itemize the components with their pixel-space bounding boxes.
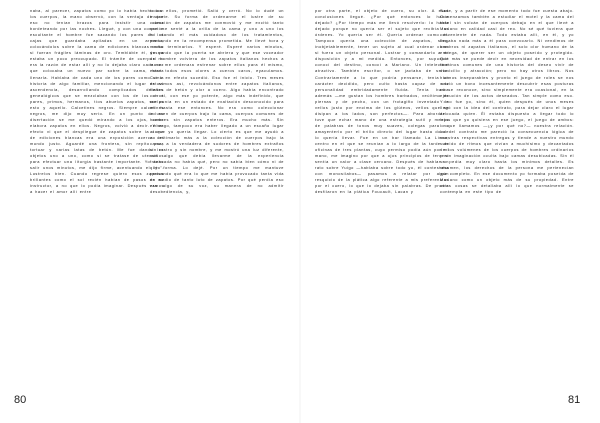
body-text: naba, al parecer, zapatos como yo lo había hecho con los cuerpos, la mano observó, con la ventaja de que eso no tenían brazos para insistir una cama bordeteando por las noches. Llegué, y con una conexión escultante el hombre fue sacando los pares de las cajas que guardaba apiladas en un armario, colocándolos sobre la cama de ediciones blancas como si fueran frágiles láminas de oro. Tembláble él, yo ya estaba un poco preocupado. El trámite de cuerpos no era la razón de estar allí y no lo dejaba claro cada vez que colocaba un nuevo par sobre la cama, hasta llenarla. Hablaba de cada uno de los pares como si la historia de algo familiar, mencionando el lugar de su ascendencia, desarrollando complicados detalles genealógicos que se mezclaban con los de los otros pares, primos, hermanos, tíos abuelos zapatos, suelas esto y aquello. Calcetines negros. Siempre calcetines negros, me dijo muy serio. En un punto de su disertación se me quedó mirando a los ojos, como elabora zapatos en ellos. Negros, volvió a decir. Y en efecto vi que el despliegue de zapatos sobre la cama de ediciones blancas era una exposición acerca del mundo justo. Aguardé una frontera, sin repito para tortuar y varias latas de betún. Me fue dando los objetos uno a uno, como si se tratase de utensilios para efectuar una liturgia bastante importante. Yo debo salir unos minutos, me dijo firme, acentuando el "yo". Lustrelos bien. Cuando regrese quiero esos zapatos brillantes como el sol recién habían de pasos de su instructor, a no que lo podía imaginar. Después vamos a hacer el amor allí entre <box>30 8 164 195</box>
page-number-right: 81 <box>568 394 581 406</box>
body-text: todos ellos, prometió. Salió y cerró. No lo dudé un instante. Su forma de ordenarme el lustre de su colección de zapatos me conmovió y me excitó tanto que me senté a la orilla de la cama y uno a uno los fui dando el más cuidadoso de los tratamientos, pensando en la recompensa prometida. Me llevé hora y media terminarlos. Y esperé. Esperé varios minutos, deseando que la puerta se abriera y que ese voceador del hombre volviera de los zapatos italianos hechos a mano me ordenara estrenar sobre ellos para él mismo, entre todos esos olores a cueros caros, eyaculamos. Como en efecto sucedió. Eso fue el inicio. Tres meses estuvimos así, revolcándonos entre zapatos italianos, llenos de betún y olor a cuero. Algo había encontrado con él, con ese yo potente, algo más indefinido, que me ponía en un estado de exaltación desconocido para mí hasta ese entonces. No era como coleccionar volumen de cuerpos bajo la cama, cuerpos comunes de hombres sin zapatos enteros. Era mucho más. Sin embargo, tampoco era haber llegado a un escaño lugar al que yo quería llegar. Lo cierto es que me ayudó a no estimarlo más a la colección de cuerpos bajo la cama, a la verdadera de sudores de hombres extraños sin rostro y sin nombre, y me mostró una luz diferente, con algo que debía llevarme de la experiencia fracasada no había qué, pero no sabía bien cómo ni de qué forma. Lo dejé. Por un tiempo me mantuve pensando qué era lo que me había provocado tanta vida en medio de tanto luto de zapatos. Por qué perdía eso era algo de su voz, su manera de no admitir desobediencia, y, <box>150 8 284 195</box>
page-gutter <box>299 0 301 423</box>
right-page-column-2 <box>440 8 574 408</box>
body-text: por otra parte, el objeto de cuero, su olor. A esas conclusiones llegué. ¿Por qué entonces lo había dejado? ¿Por tiempo más me llevó resolverlo: lo había dejado porque no quería ser el sujeto que recibía las órdenes. Yo quería ser él. Quería ordenar como él. Tampoco quería una colección de zapatos, sino, inobjetablemente, tener un sujeto al cual ordenar como si fuera un objeto personal. Lustrar y comandarlo a mi disposición y a mi medida. Entonces, por supuesto conocí del destino, conocí a Mariano. Un intelectual atractivo. También escritor, o se jactaba de serlo. Contrariamente a lo que podría pensarse, tenía un carácter decidido, pero culto hasta capaz de una personalidad embridadamente fluida. Tenía barba además —me gustan los hombres barbados, veúltimo de piernas y de pecho, con un frotagiño inventado de vellos justo por encima de los glúteos, vellos que se disipan a los lados, son perfectos—. Para abordarlo tuve que echar mano de una estrategia sutil y menos de palabras de tonos muy suaves, colegas para no amayenterlo por el brillo directo del lugar hasta donde lo quería llevar. Fue en un bar llamado La Línea, centro en el que se reunían a lo largo de la tarde de oficinas de tres plantas, cuyo permiso podía aún por mi mano, me imagino por que a ojos principios de tercero sentía un valor a clase cercano. Después de hablar un rato sobre Yuigo —hablaba sobre todo yo, él contestaba con monosílabos— pasamos a relatar por algún resquicio de la plática algo referente a mis preferencias por el cuero, lo que lo dejaba sin palabras. De pronto desfilaron en la plática Foucault, Lacan y <box>315 8 449 195</box>
page-number-left: 80 <box>14 394 27 406</box>
left-page-column-2 <box>150 8 284 408</box>
left-page-column-1 <box>30 8 164 408</box>
body-text: Sade, y a partir de ese momento todo fue cuesta abajo. Comenzamos también a estudiar el motel y la cama del hotel sin volcán de cuerpos debajo en el que llevé a Mariano en calidad casi de reo. No sé qué tuviera que conveniente de nada. Todo estaba allí, en él, y yo llegaba nada más a él para convocarlo. Ni vendimos de hombros ni zapatos italianos, el solo olor humano de la entrega, de querer ser un objeto poseído y protegido. Qué más se puede decir en necesidad de entrar en los términos comunes de una historia del deseo vivir de domicilio y atracción; pero no hay otros libros. Nos hicimos inseparables y pronto el juego de roles se nos volvió un bono incesantemente descubrir esas posturas no se reconoce, sino simplemente era ocasional, en la ejecución de los actos deseados. Tan simple como eso. Y no fue yo, sino él, quien después de unos meses llegó con la idea del contrato, para dejar claro el lugar de cada quien. Él estaba dispuesto a llegar todo lo lejos que yo quisiera en ese juego, el juego de ambos: lo que llamamos —¿y por qué no?— nuestra relación. Lo del contrato me pareció la consecuencia lógica de nuestras respectivas entregas y tiende a nuestro mundo surcido de ritmos que vivían a muchísimo y decantados de los volúmenes de los cuerpos de hombres ordinarios y sin imaginación oculta bajo camas desubicadas. Sin él se pedía muy claro hasta los mínimos detalles. Es resumen, los derechos de la persona me pertenecían por completo. En ese documento yo formaba poseída de Mariano como un objeto más de su propiedad. Entre otras cosas se detallaba allí lo que normalmente se contempla en este tipo de <box>440 8 574 195</box>
right-page-column-1 <box>315 8 449 408</box>
